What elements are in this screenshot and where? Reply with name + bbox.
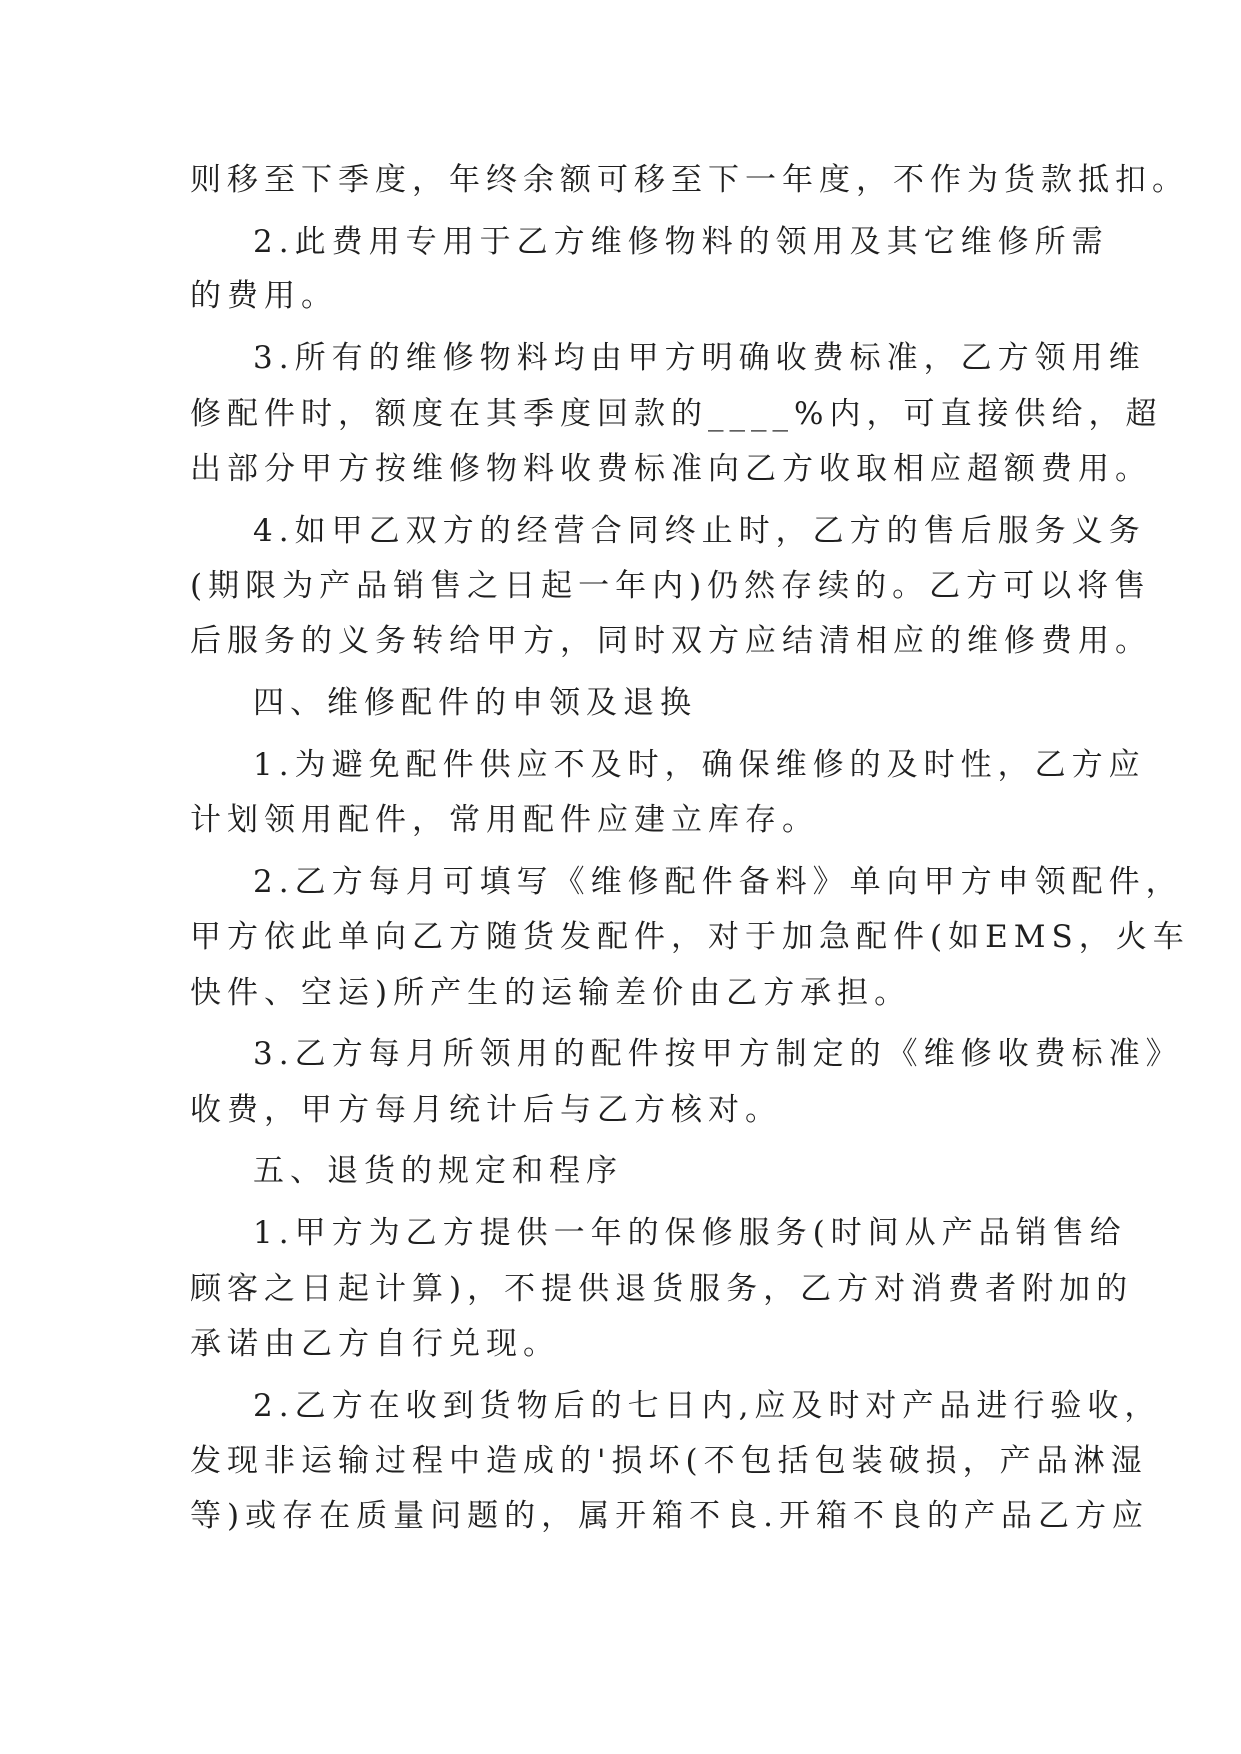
text-line: 1.甲方为乙方提供一年的保修服务(时间从产品销售给	[253, 1215, 1127, 1251]
text-line: 则移至下季度，年终余额可移至下一年度，不作为货款抵扣。	[190, 162, 1189, 198]
text-line: 甲方依此单向乙方随货发配件，对于加急配件(如EMS，火车	[190, 919, 1190, 955]
text-line: 等)或存在质量问题的，属开箱不良.开箱不良的产品乙方应	[190, 1498, 1149, 1534]
text-line: 承诺由乙方自行兑现。	[190, 1326, 560, 1362]
text-line: 2.乙方在收到货物后的七日内,应及时对产品进行验收，	[253, 1388, 1162, 1424]
text-line: 修配件时，额度在其季度回款的____%内，可直接供给，超	[190, 396, 1163, 432]
section-heading: 四、维修配件的申领及退换	[253, 685, 697, 721]
text-line: 3.所有的维修物料均由甲方明确收费标准，乙方领用维	[253, 340, 1146, 376]
text-line: 收费，甲方每月统计后与乙方核对。	[190, 1092, 782, 1128]
section-heading: 五、退货的规定和程序	[253, 1153, 623, 1189]
text-line: 4.如甲乙双方的经营合同终止时，乙方的售后服务义务	[253, 513, 1146, 549]
text-line: 1.为避免配件供应不及时，确保维修的及时性，乙方应	[253, 747, 1146, 783]
text-line: 快件、空运)所产生的运输差价由乙方承担。	[190, 975, 912, 1011]
text-line: 顾客之日起计算)，不提供退货服务，乙方对消费者附加的	[190, 1271, 1134, 1307]
text-line: 后服务的义务转给甲方，同时双方应结清相应的维修费用。	[190, 623, 1152, 659]
text-line: 2.乙方每月可填写《维修配件备料》单向甲方申领配件，	[253, 864, 1183, 900]
text-line: 3.乙方每月所领用的配件按甲方制定的《维修收费标准》	[253, 1036, 1183, 1072]
text-line: 计划领用配件，常用配件应建立库存。	[190, 802, 819, 838]
text-line: 的费用。	[190, 278, 338, 314]
text-line: 出部分甲方按维修物料收费标准向乙方收取相应超额费用。	[190, 451, 1152, 487]
text-line: (期限为产品销售之日起一年内)仍然存续的。乙方可以将售	[190, 568, 1152, 604]
text-line: 2.此费用专用于乙方维修物料的领用及其它维修所需	[253, 224, 1109, 260]
text-line: 发现非运输过程中造成的'损坏(不包括包装破损，产品淋湿	[190, 1443, 1148, 1479]
